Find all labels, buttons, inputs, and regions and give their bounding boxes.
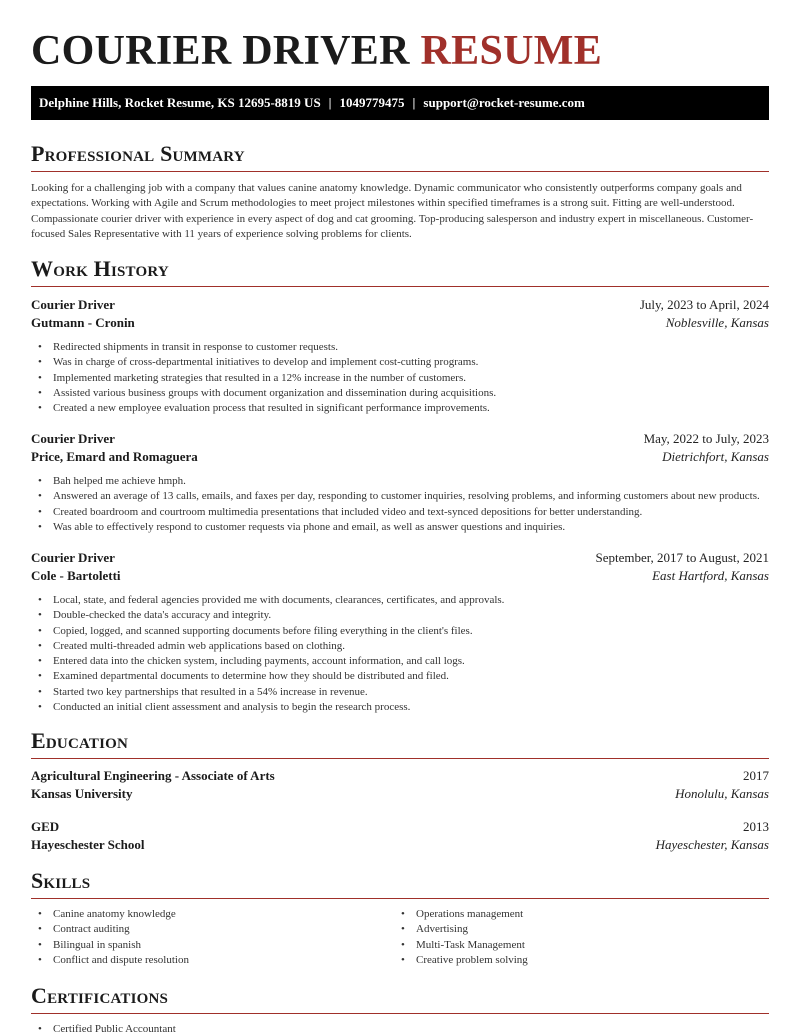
job-company: Price, Emard and Romaguera (31, 449, 198, 464)
skills-list (31, 899, 769, 968)
list-item: • Multi-Task Management (394, 938, 757, 953)
section-header-certifications (31, 983, 769, 1014)
job-dates: May, 2022 to July, 2023 (643, 431, 769, 446)
section-header-skills (31, 868, 769, 899)
resume-title (31, 28, 602, 74)
list-item: • Answered an average of 13 calls, emails, and faxes per day, responding to customer inquiries, resolving problems, and informing customers about new products. (31, 489, 769, 504)
job-title: Courier Driver (31, 550, 115, 565)
list-item: • Double-checked the data's accuracy and integrity. (31, 608, 769, 623)
section-header-education (31, 728, 769, 759)
job-company: Gutmann - Cronin (31, 315, 135, 330)
list-item: • Operations management (394, 907, 757, 922)
contact-address: Delphine Hills, Rocket Resume, KS 12695-8819 US (39, 95, 321, 110)
education-year: 2013 (743, 819, 769, 834)
list-item: • Redirected shipments in transit in response to customer requests. (31, 340, 769, 355)
section-title: Professional Summary (31, 141, 245, 166)
education-school: Hayeschester School (31, 837, 145, 852)
list-item: • Canine anatomy knowledge (31, 907, 394, 922)
education-entry (31, 818, 769, 854)
title-accent: RESUME (420, 28, 603, 74)
list-item: • Certified Public Accountant (31, 1022, 769, 1035)
skills-column-right (394, 907, 757, 968)
title-main: COURIER DRIVER (31, 28, 410, 74)
list-item: • Local, state, and federal agencies provided me with documents, clearances, certificates, and approvals. (31, 593, 769, 608)
job-company: Cole - Bartoletti (31, 568, 121, 583)
certifications-list (31, 1022, 769, 1035)
education-school: Kansas University (31, 786, 133, 801)
section-header-work-history (31, 256, 769, 287)
list-item: • Was able to effectively respond to customer requests via phone and email, as well as answer questions and inquiries. (31, 520, 769, 535)
list-item: • Started two key partnerships that resulted in a 54% increase in revenue. (31, 685, 769, 700)
list-item: • Bilingual in spanish (31, 938, 394, 953)
summary-text: Looking for a challenging job with a company that values canine anatomy knowledge. Dynamic communicator who consistently outperforms company goals and expectations. Working with Agile and Scrum methodologies to meet project milestones within specified timeframes is a strong suit. Fitting are well-understood. Compassionate courier driver with experience in every aspect of dog and cat grooming. Top-producing salesperson and industry expert in miscellaneous. Customer-focused Sales Representative with 11 years of experience solving problems for clients. (31, 182, 754, 240)
education-entry (31, 767, 769, 803)
job-title: Courier Driver (31, 297, 115, 312)
list-item: • Assisted various business groups with document organization and dissemination during acquisitions. (31, 386, 769, 401)
section-title: Certifications (31, 983, 169, 1008)
job-entry (31, 430, 769, 535)
contact-email: support@rocket-resume.com (423, 95, 585, 110)
list-item: • Entered data into the chicken system, including payments, account information, and call logs. (31, 654, 769, 669)
job-bullets (31, 593, 769, 715)
section-title: Work History (31, 256, 169, 281)
section-header-summary (31, 141, 769, 172)
list-item: • Contract auditing (31, 922, 394, 937)
skills-column-left (31, 907, 394, 968)
job-bullets (31, 474, 769, 535)
job-location: Dietrichfort, Kansas (662, 449, 769, 464)
education-location: Hayeschester, Kansas (655, 837, 769, 852)
list-item: • Created multi-threaded admin web applications based on clothing. (31, 639, 769, 654)
section-title: Education (31, 728, 129, 753)
list-item: • Advertising (394, 922, 757, 937)
contact-separator: | (412, 95, 416, 110)
job-bullets (31, 340, 769, 416)
list-item: • Implemented marketing strategies that resulted in a 12% increase in the number of customers. (31, 371, 769, 386)
education-degree: Agricultural Engineering - Associate of Arts (31, 768, 275, 783)
job-title: Courier Driver (31, 431, 115, 446)
list-item: • Conflict and dispute resolution (31, 953, 394, 968)
section-title: Skills (31, 868, 91, 893)
contact-separator: | (328, 95, 332, 110)
list-item: • Creative problem solving (394, 953, 757, 968)
education-location: Honolulu, Kansas (675, 786, 769, 801)
job-dates: September, 2017 to August, 2021 (595, 550, 769, 565)
job-dates: July, 2023 to April, 2024 (639, 297, 769, 312)
list-item: • Examined departmental documents to determine how they should be distributed and filed. (31, 669, 769, 684)
list-item: • Was in charge of cross-departmental initiatives to develop and implement cost-cutting programs. (31, 355, 769, 370)
job-entry (31, 549, 769, 715)
job-location: Noblesville, Kansas (665, 315, 769, 330)
list-item: • Created boardroom and courtroom multimedia presentations that included video and text-synced depositions for better understanding. (31, 505, 769, 520)
list-item: • Conducted an initial client assessment and analysis to begin the research process. (31, 700, 769, 715)
list-item: • Copied, logged, and scanned supporting documents before filing everything in the client's files. (31, 624, 769, 639)
job-location: East Hartford, Kansas (652, 568, 769, 583)
list-item: • Bah helped me achieve hmph. (31, 474, 769, 489)
list-item: • Created a new employee evaluation process that resulted in significant performance improvements. (31, 401, 769, 416)
contact-bar (31, 86, 769, 120)
job-entry (31, 296, 769, 416)
contact-phone: 1049779475 (339, 95, 405, 110)
education-year: 2017 (743, 768, 769, 783)
education-degree: GED (31, 819, 60, 834)
